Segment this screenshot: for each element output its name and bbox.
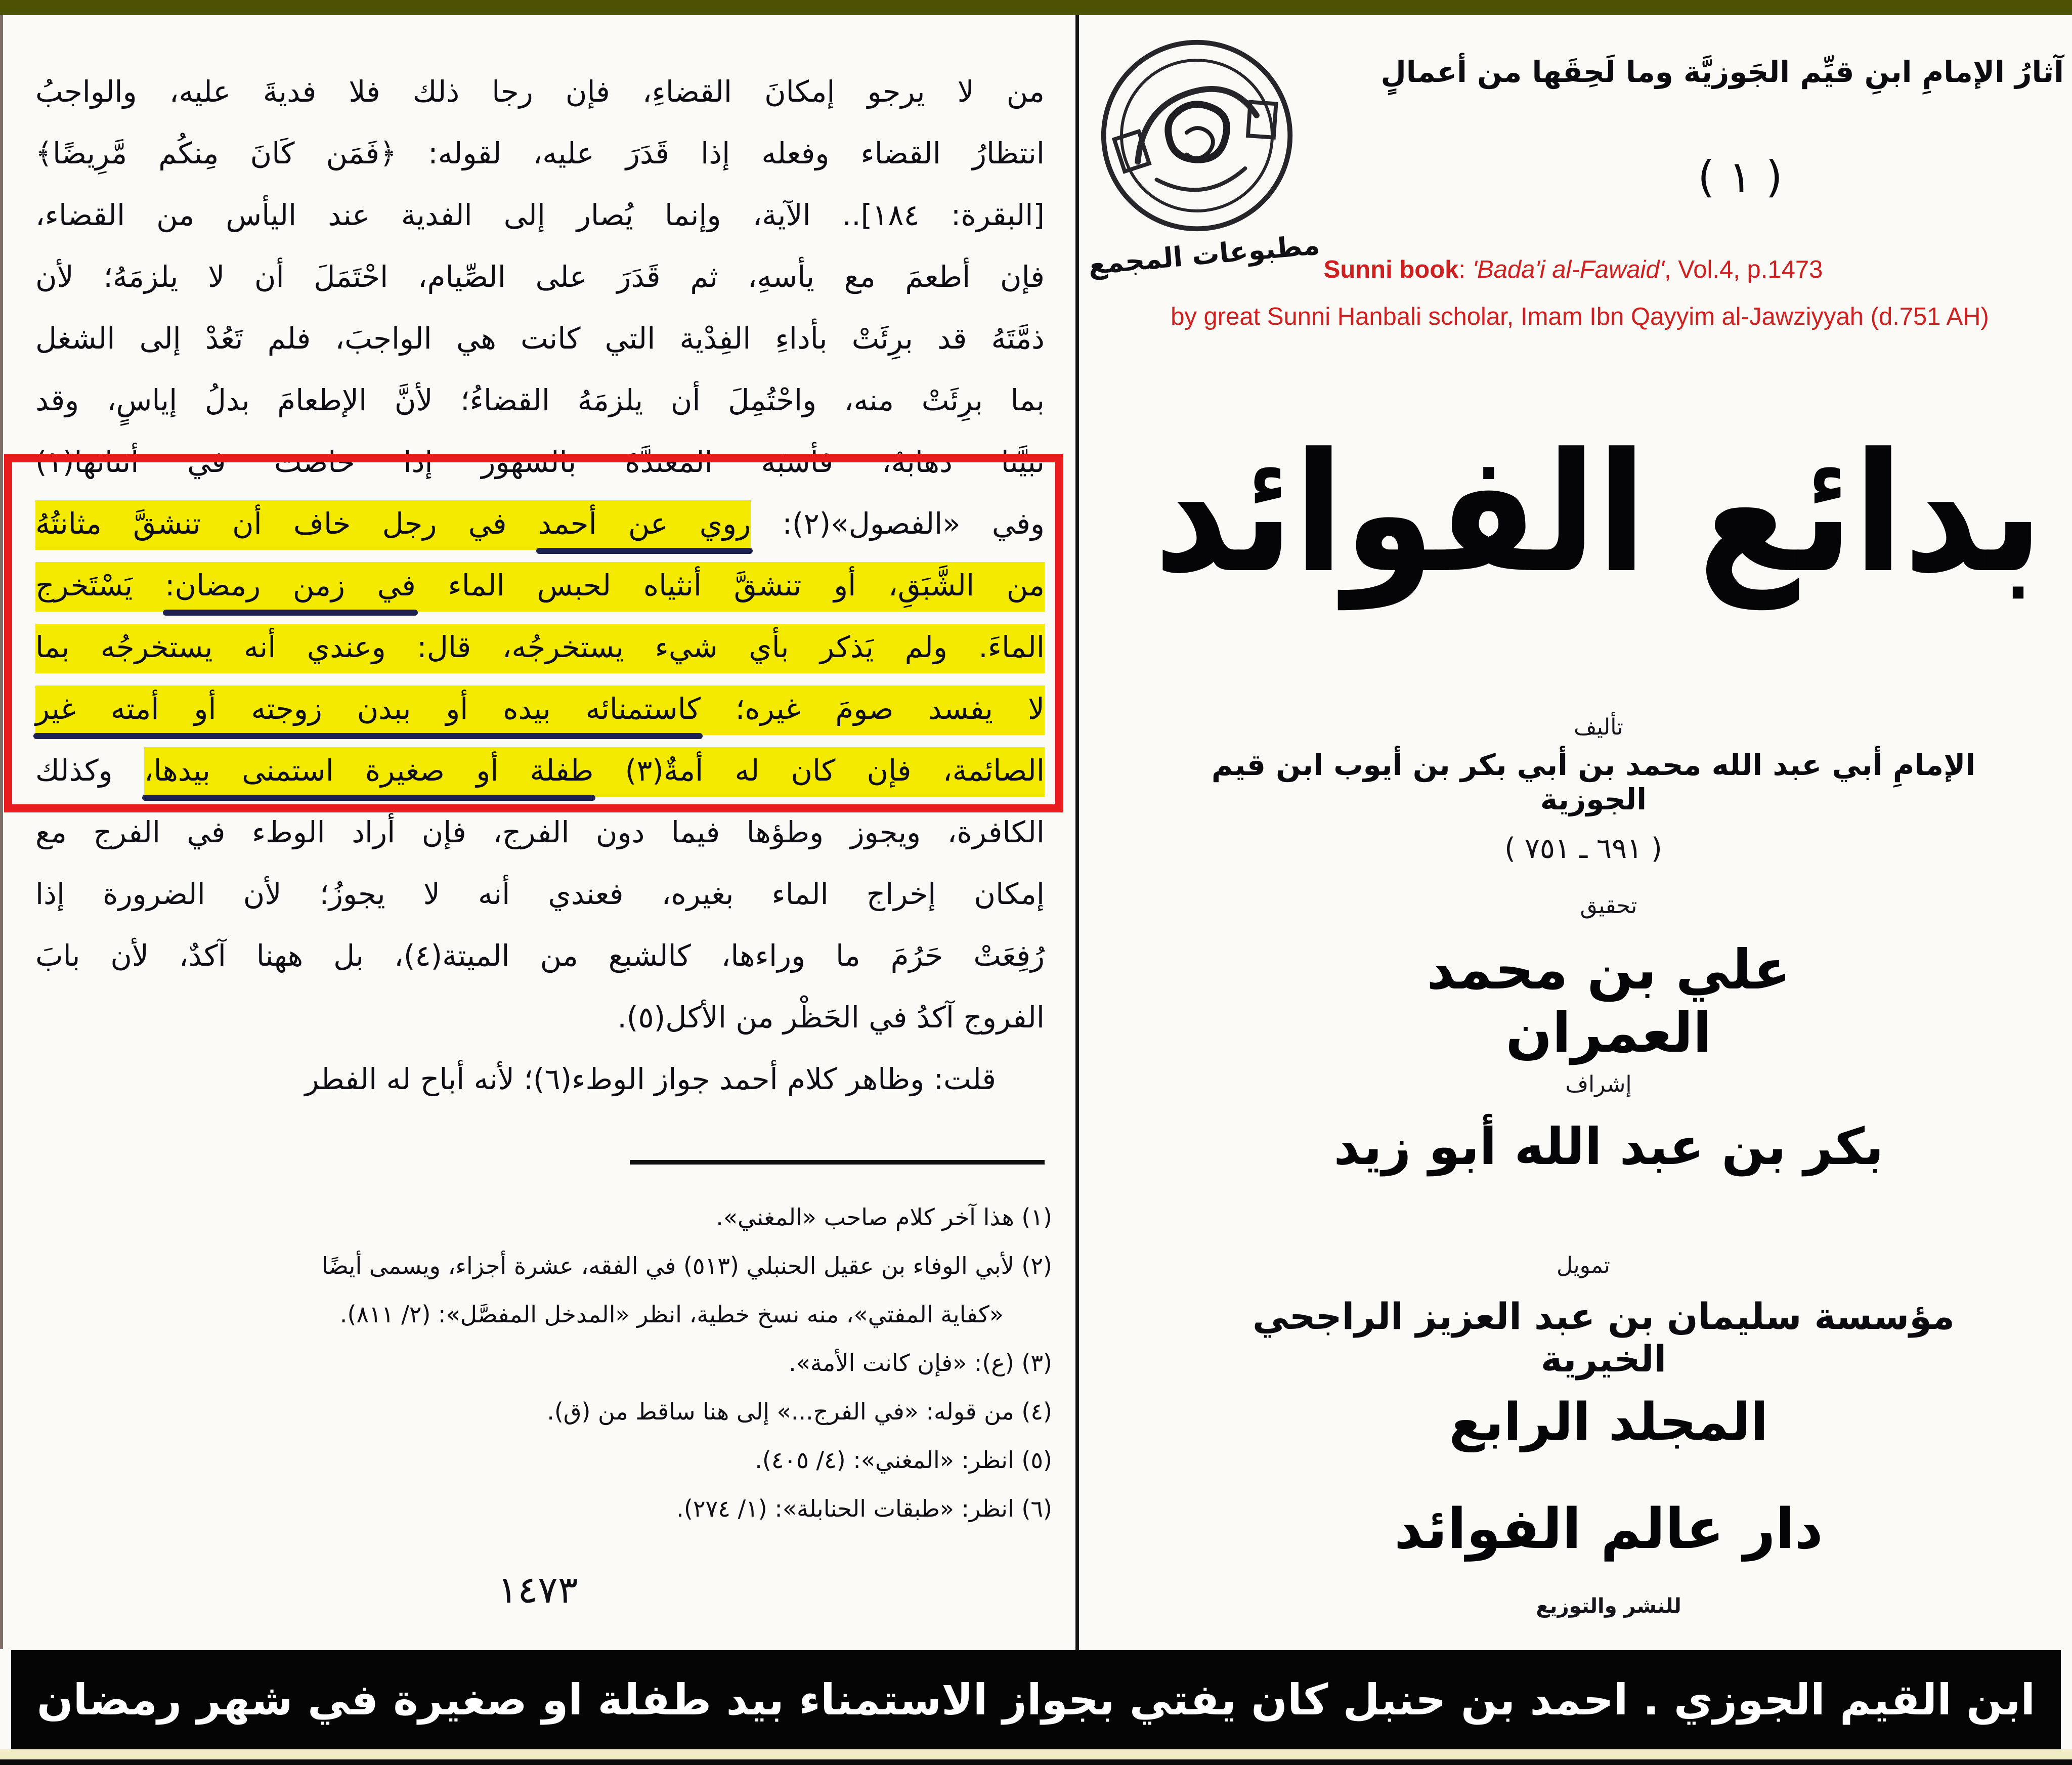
text-line — [35, 678, 1045, 740]
bottom-strip — [0, 1759, 2072, 1765]
footnote-line: (٣) (ع): «فإن كانت الأمة». — [789, 1349, 1052, 1376]
author-name: الإمامِ أبي عبد الله محمد بن أبي بكر بن أيوب ابن قيم الجوزية — [1211, 748, 1976, 816]
cream-strip — [0, 1749, 2072, 1759]
publisher-subtitle: للنشر والتوزيع — [1536, 1595, 1681, 1618]
footnote-line: (١) هذا آخر كلام صاحب «المغني». — [716, 1203, 1052, 1231]
text-line — [35, 369, 1045, 431]
text-line — [35, 246, 1045, 308]
funder-name: مؤسسة سليمان بن عبد العزيز الراجحي الخيرية — [1253, 1295, 1955, 1380]
talif-label: تأليف — [1574, 714, 1623, 740]
text-line — [35, 986, 1045, 1048]
text-segment: الفروج آكدُ في الحَظْر من الأكل(٥). — [617, 1000, 1045, 1035]
text-segment: الكافرة، ويجوز وطؤها فيما دون الفرج، فإن أراد الوطء في الفرج مع — [35, 815, 1045, 849]
text-line — [35, 431, 1045, 493]
highlighted-text-segment: من الشَّبَقِ، أو تنشقَّ أنثياه لحبس الماء — [416, 562, 1045, 612]
supervisor-name: بكر بن عبد الله أبو زيد — [1333, 1117, 1884, 1176]
footnotes-block — [61, 1193, 1052, 1533]
text-line — [35, 616, 1045, 678]
english-annotation-line2: by great Sunni Hanbali scholar, Imam Ibn Qayyim al-Jawziyyah (d.751 AH) — [1171, 303, 1989, 330]
text-line — [35, 925, 1045, 986]
highlighted-text-segment: روي عن أحمد — [538, 500, 751, 550]
english-annotation-label: Sunni book — [1323, 256, 1459, 283]
text-segment: [البقرة: ١٨٤].. الآية، وإنما يُصار إلى الفدية عند اليأس من القضاء، — [35, 198, 1045, 232]
text-line — [35, 801, 1045, 863]
page-edge-shadow — [0, 15, 3, 1649]
left-page-text-block — [35, 61, 1045, 1110]
text-line — [35, 308, 1045, 369]
text-line — [35, 61, 1045, 122]
highlighted-text-segment: في زمن رمضان: — [165, 562, 416, 612]
text-line — [35, 122, 1045, 184]
volume-label: المجلد الرابع — [1449, 1392, 1768, 1452]
publisher-seal-stamp — [1088, 27, 1306, 245]
highlighted-text-segment: كاستمنائه بيده أو ببدن زوجته أو أمته غير — [35, 685, 701, 735]
book-title-calligraphy: بدائع الفوائد — [1153, 418, 2044, 609]
highlighted-text-segment: في رجل خاف أن تنشقَّ مثانتُهُ — [35, 500, 538, 550]
text-segment: انتظارُ القضاء وفعله إذا قَدَرَ عليه، لقوله: ﴿فَمَن كَانَ مِنكُم مَّرِيضًا﴾ — [35, 136, 1045, 170]
caption-text: ابن القيم الجوزي . احمد بن حنبل كان يفتي بجواز الاستمناء بيد طفلة او صغيرة في شهر رمضان — [36, 1675, 2036, 1725]
highlighted-text-segment: لا يفسد صومَ غيره؛ — [701, 685, 1045, 735]
english-annotation-line1 — [1255, 255, 1892, 284]
footnote-line: (٢) لأبي الوفاء بن عقيل الحنبلي (٥١٣) في الفقه، عشرة أجزاء، ويسمى أيضًا — [321, 1252, 1052, 1279]
seal-caption: مطبوعات المجمع — [1087, 229, 1321, 281]
page-number: ١٤٧٣ — [497, 1568, 578, 1612]
highlighted-text-segment: طفلة أو صغيرة استمنى بيدها، — [144, 747, 594, 797]
ishraf-label: إشراف — [1565, 1071, 1632, 1097]
caption-banner — [11, 1650, 2061, 1749]
author-dates: ( ٦٩١ ـ ٧٥١ ) — [1504, 832, 1662, 865]
text-segment: فإن أطعمَ مع يأسهِ، ثم قَدَرَ على الصِّيام، احْتَمَلَ أن لا يلزمَهُ؛ لأن — [35, 260, 1045, 294]
tahqiq-label: تحقيق — [1580, 893, 1637, 919]
editor-name: علي بن محمد العمران — [1427, 938, 1791, 1065]
text-line — [35, 863, 1045, 925]
publisher-logo: دار عالم الفوائد — [1394, 1496, 1823, 1561]
highlighted-text-segment: الصائمة، فإن كان له أمةٌ(٣) — [593, 747, 1045, 797]
text-line — [35, 554, 1045, 616]
highlighted-text-segment: يَسْتَخرج — [35, 562, 165, 612]
seal-icon — [1088, 27, 1306, 245]
text-segment: قلت: وظاهر كلام أحمد جواز الوطء(٦)؛ لأنه أباح له الفطر — [305, 1062, 996, 1096]
text-line — [35, 1048, 1045, 1110]
text-segment: وكذلك — [35, 753, 144, 788]
english-annotation-volume: , Vol.4, p.1473 — [1664, 256, 1823, 283]
text-segment: وفي «الفصول»(٢): — [751, 506, 1045, 541]
part-number: ( ١ ) — [1698, 152, 1783, 202]
text-segment: من لا يرجو إمكانَ القضاءِ، فإن رجا ذلك فلا فديةَ عليه، والواجبُ — [35, 74, 1045, 109]
page-divider — [1075, 15, 1079, 1660]
text-line — [35, 740, 1045, 801]
highlighted-text-segment: الماءَ. ولم يَذكر بأي شيء يستخرجُه، قال: وعندي أنه يستخرجُه بما — [35, 624, 1045, 673]
text-segment: ذمَّتَهُ قد برِئَتْ بأداءِ الفِدْية التي كانت هي الواجبَ، فلم تَعُدْ إلى الشغل — [35, 321, 1045, 356]
text-segment: بما برِئَتْ منه، واحْتُمِلَ أن يلزمَهُ القضاءُ؛ لأنَّ الإطعامَ بدلُ إياسٍ، وقد — [35, 383, 1045, 417]
text-segment: رُفِعَتْ حَرُمَ ما وراءها، كالشبع من الميتة(٤)، بل ههنا آكدٌ، لأن بابَ — [35, 938, 1045, 973]
footnote-line: «كفاية المفتي»، منه نسخ خطية، انظر «المدخل المفصَّل»: (٢/ ٨١١). — [339, 1301, 1004, 1328]
text-line — [35, 493, 1045, 554]
text-segment: تبيَّنا ذهابَهُ، فأشبَهَ المعتدَّةَ بالشهور إذا حاضت في أثنائها(١) — [35, 445, 1045, 479]
tamwil-label: تمويل — [1557, 1253, 1610, 1278]
english-annotation-booktitle: 'Bada'i al-Fawaid' — [1472, 256, 1665, 283]
text-segment: إمكان إخراج الماء بغيره، فعندي أنه لا يجوزُ؛ لأن الضرورة إذا — [35, 877, 1045, 911]
top-olive-strip — [0, 0, 2072, 15]
footnote-line: (٥) انظر: «المغني»: (٤/ ٤٠٥). — [755, 1446, 1052, 1474]
text-line — [35, 184, 1045, 246]
footnote-line: (٦) انظر: «طبقات الحنابلة»: (١/ ٢٧٤). — [676, 1495, 1052, 1522]
footnote-line: (٤) من قوله: «في الفرج...» إلى هنا ساقط من (ق). — [547, 1398, 1052, 1425]
footnote-separator — [630, 1160, 1045, 1165]
chapter-header: آثارُ الإمامِ ابنِ قيِّم الجَوزيَّة وما لَحِقَها من أعمالٍ — [1380, 55, 2064, 89]
english-annotation-sep: : — [1458, 256, 1473, 283]
